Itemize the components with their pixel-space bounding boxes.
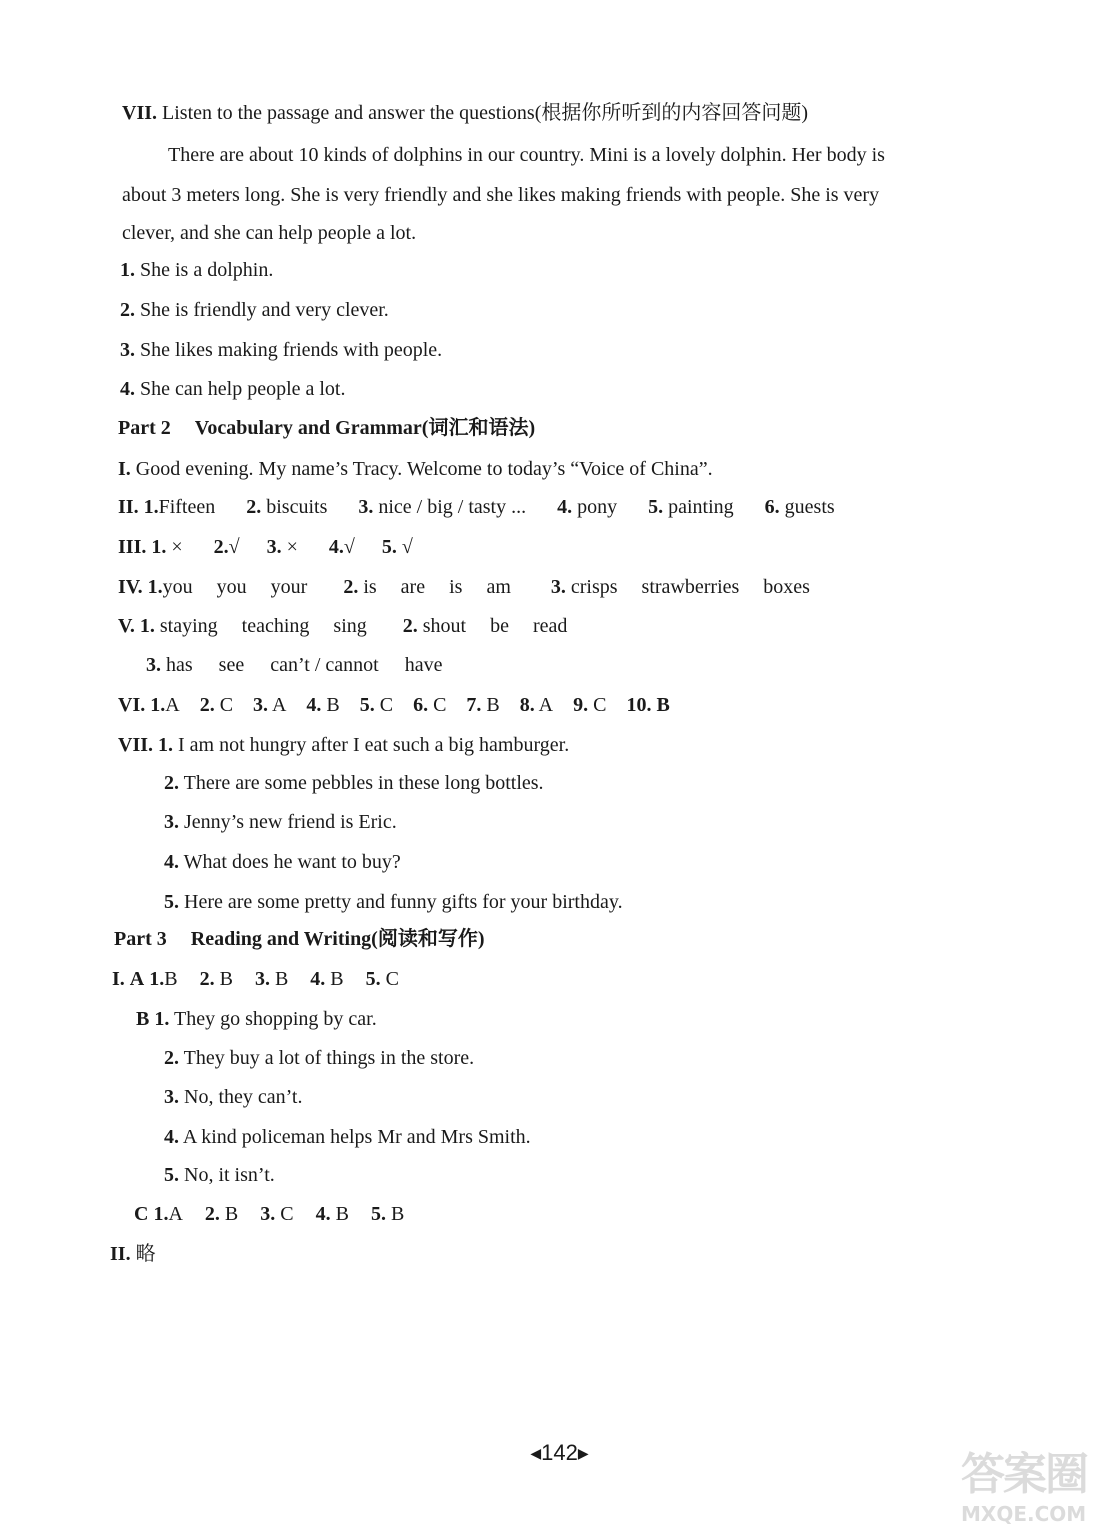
part2-iv: IV. 1.you you your 2. is are is am 3. crisps strawberries boxes xyxy=(118,576,810,598)
part2-vii-3: 3. Jenny’s new friend is Eric. xyxy=(164,811,397,833)
part3-i-b-3: 3. No, they can’t. xyxy=(164,1086,303,1108)
part2-vii-4: 4. What does he want to buy? xyxy=(164,851,401,873)
passage-line-2: about 3 meters long. She is very friendly and she likes making friends with people. She is very xyxy=(122,184,880,206)
watermark-logo-text: 答案圈 xyxy=(961,1449,1087,1500)
part2-vi: VI. 1.A 2. C 3. A 4. B 5. C 6. C 7. B 8. A 9. C 10. B xyxy=(118,694,670,716)
part2-i: I. Good evening. My name’s Tracy. Welcome to today’s “Voice of China”. xyxy=(118,458,713,480)
part3-i-a: I. A 1.B 2. B 3. B 4. B 5. C xyxy=(112,968,399,990)
part3-i-b-5: 5. No, it isn’t. xyxy=(164,1164,275,1186)
part2-ii: II. 1.Fifteen 2. biscuits 3. nice / big / tasty ... 4. pony 5. painting 6. guests xyxy=(118,496,835,518)
part3-ii: II. 略 xyxy=(110,1241,156,1265)
part3-i-b-1: B 1. They go shopping by car. xyxy=(136,1008,377,1030)
listening-answer-2: 2. She is friendly and very clever. xyxy=(120,299,389,321)
listening-instruction: VII. Listen to the passage and answer the questions(根据你所听到的内容回答问题) xyxy=(122,102,809,124)
watermark-site: MXQE.COM xyxy=(961,1502,1087,1526)
part2-vii-1: VII. 1. I am not hungry after I eat such a big hamburger. xyxy=(118,734,570,756)
part2-iii: III. 1. × 2.√ 3. × 4.√ 5. √ xyxy=(118,536,413,558)
listening-answer-3: 3. She likes making friends with people. xyxy=(120,339,443,361)
part2-vii-5: 5. Here are some pretty and funny gifts for your birthday. xyxy=(164,891,623,913)
listening-answer-4: 4. She can help people a lot. xyxy=(120,378,346,400)
part2-vii-2: 2. There are some pebbles in these long bottles. xyxy=(164,772,544,794)
section-label: VII. xyxy=(122,102,158,124)
part3-i-c: C 1.A 2. B 3. C 4. B 5. B xyxy=(134,1203,405,1225)
right-arrow-icon: ▶ xyxy=(577,1445,589,1461)
part3-i-b-4: 4. A kind policeman helps Mr and Mrs Smith. xyxy=(164,1126,531,1148)
left-arrow-icon: ◀ xyxy=(530,1445,542,1461)
page-number: ◀142▶ xyxy=(530,1440,589,1465)
part3-i-b-2: 2. They buy a lot of things in the store. xyxy=(164,1047,475,1069)
passage-line-3: clever, and she can help people a lot. xyxy=(122,222,417,244)
watermark-logo xyxy=(961,1438,1111,1530)
passage-line-1: There are about 10 kinds of dolphins in our country. Mini is a lovely dolphin. Her body is xyxy=(168,144,885,166)
part2-heading: Part 2 Vocabulary and Grammar(词汇和语法) xyxy=(118,417,536,439)
part3-heading: Part 3 Reading and Writing(阅读和写作) xyxy=(114,928,485,950)
part2-v-line1: V. 1. staying teaching sing 2. shout be read xyxy=(118,615,568,637)
listening-answer-1: 1. She is a dolphin. xyxy=(120,259,274,281)
part2-v-line2: 3. has see can’t / cannot have xyxy=(146,654,443,676)
